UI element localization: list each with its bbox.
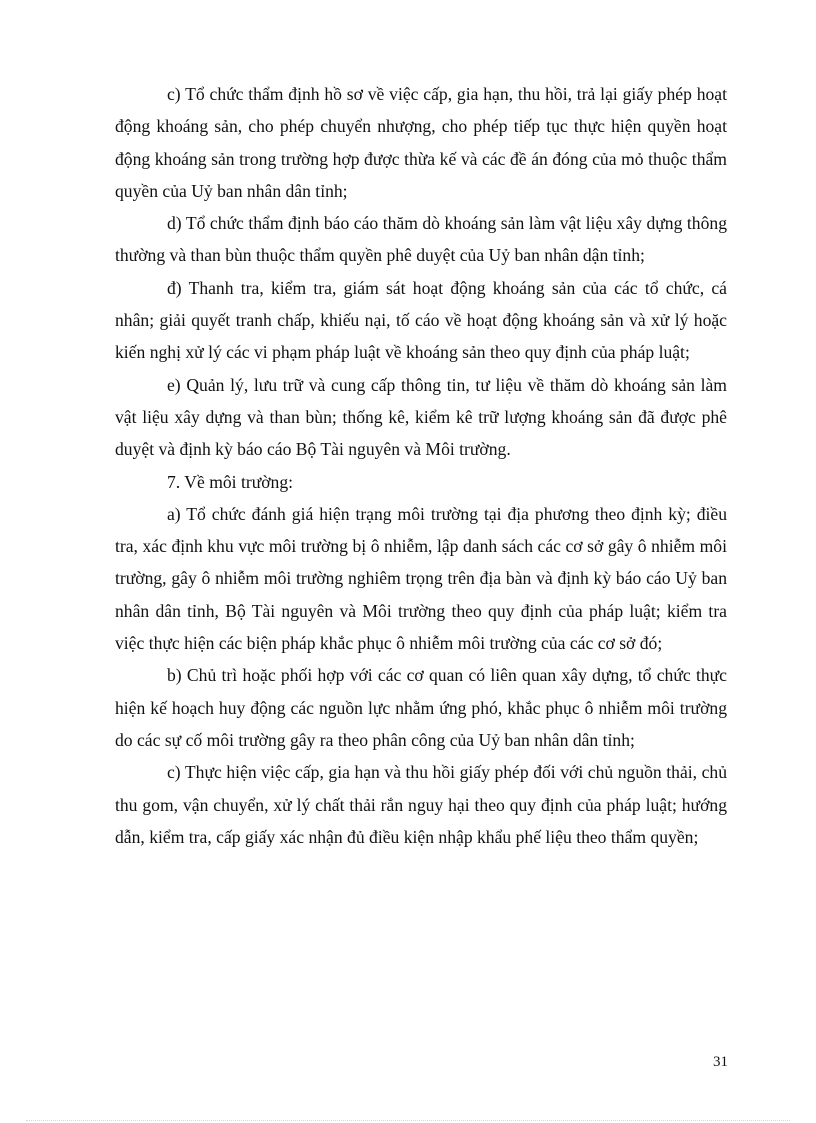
paragraph-mining-records: e) Quản lý, lưu trữ và cung cấp thông tin, tư liệu về thăm dò khoáng sản làm vật liệu xây dựng và than bùn; thống kê, kiểm kê trữ lượng khoáng sản đã được phê duyệt và định kỳ báo cáo Bộ Tài nguyên và Môi trường.: [115, 374, 727, 460]
section-heading-environment: 7. Về môi trường:: [167, 471, 294, 492]
page-number: 31: [713, 1054, 728, 1070]
paragraph-environment-assessment: a) Tổ chức đánh giá hiện trạng môi trường tại địa phương theo định kỳ; điều tra, xác định khu vực môi trường bị ô nhiễm, lập danh sách các cơ sở gây ô nhiễm môi trường, gây ô nhiễm môi trường nghiêm trọng trên địa bàn và định kỳ báo cáo Uỷ ban nhân dân tỉnh, Bộ Tài nguyên và Môi trường theo quy định của pháp luật; kiểm tra việc thực hiện các biện pháp khắc phục ô nhiễm môi trường của các cơ sở đó;: [115, 503, 727, 654]
paragraph-mining-exploration-report: d) Tổ chức thẩm định báo cáo thăm dò khoáng sản làm vật liệu xây dựng thông thường và than bùn thuộc thẩm quyền phê duyệt của Uỷ ban nhân dận tỉnh;: [115, 213, 727, 266]
paragraph-mining-inspection: đ) Thanh tra, kiểm tra, giám sát hoạt động khoáng sản của các tổ chức, cá nhân; giải quyết tranh chấp, khiếu nại, tố cáo về hoạt động khoáng sản và xử lý hoặc kiến nghị xử lý các vi phạm pháp luật về khoáng sản theo quy định của pháp luật;: [115, 277, 727, 363]
page-bottom-divider: [26, 1120, 790, 1121]
paragraph-environment-waste-permits: c) Thực hiện việc cấp, gia hạn và thu hồi giấy phép đối với chủ nguồn thải, chủ thu gom, vận chuyển, xử lý chất thải rắn nguy hại theo quy định của pháp luật; hướng dẫn, kiểm tra, cấp giấy xác nhận đủ điều kiện nhập khẩu phế liệu theo thẩm quyền;: [115, 762, 727, 847]
paragraph-environment-incident-response: b) Chủ trì hoặc phối hợp với các cơ quan có liên quan xây dựng, tổ chức thực hiện kế hoạch huy động các nguồn lực nhằm ứng phó, khắc phục ô nhiễm môi trường do các sự cố môi trường gây ra theo phân công của Uỷ ban nhân dân tỉnh;: [115, 665, 727, 750]
paragraph-mining-dossier-appraisal: c) Tổ chức thẩm định hồ sơ về việc cấp, gia hạn, thu hồi, trả lại giấy phép hoạt động khoáng sản, cho phép chuyển nhượng, cho phép tiếp tục thực hiện quyền hoạt động khoáng sản trong trường hợp được thừa kế và các đề án đóng của mỏ thuộc thẩm quyền của Uỷ ban nhân dân tỉnh;: [115, 84, 727, 201]
document-body: [115, 78, 727, 853]
